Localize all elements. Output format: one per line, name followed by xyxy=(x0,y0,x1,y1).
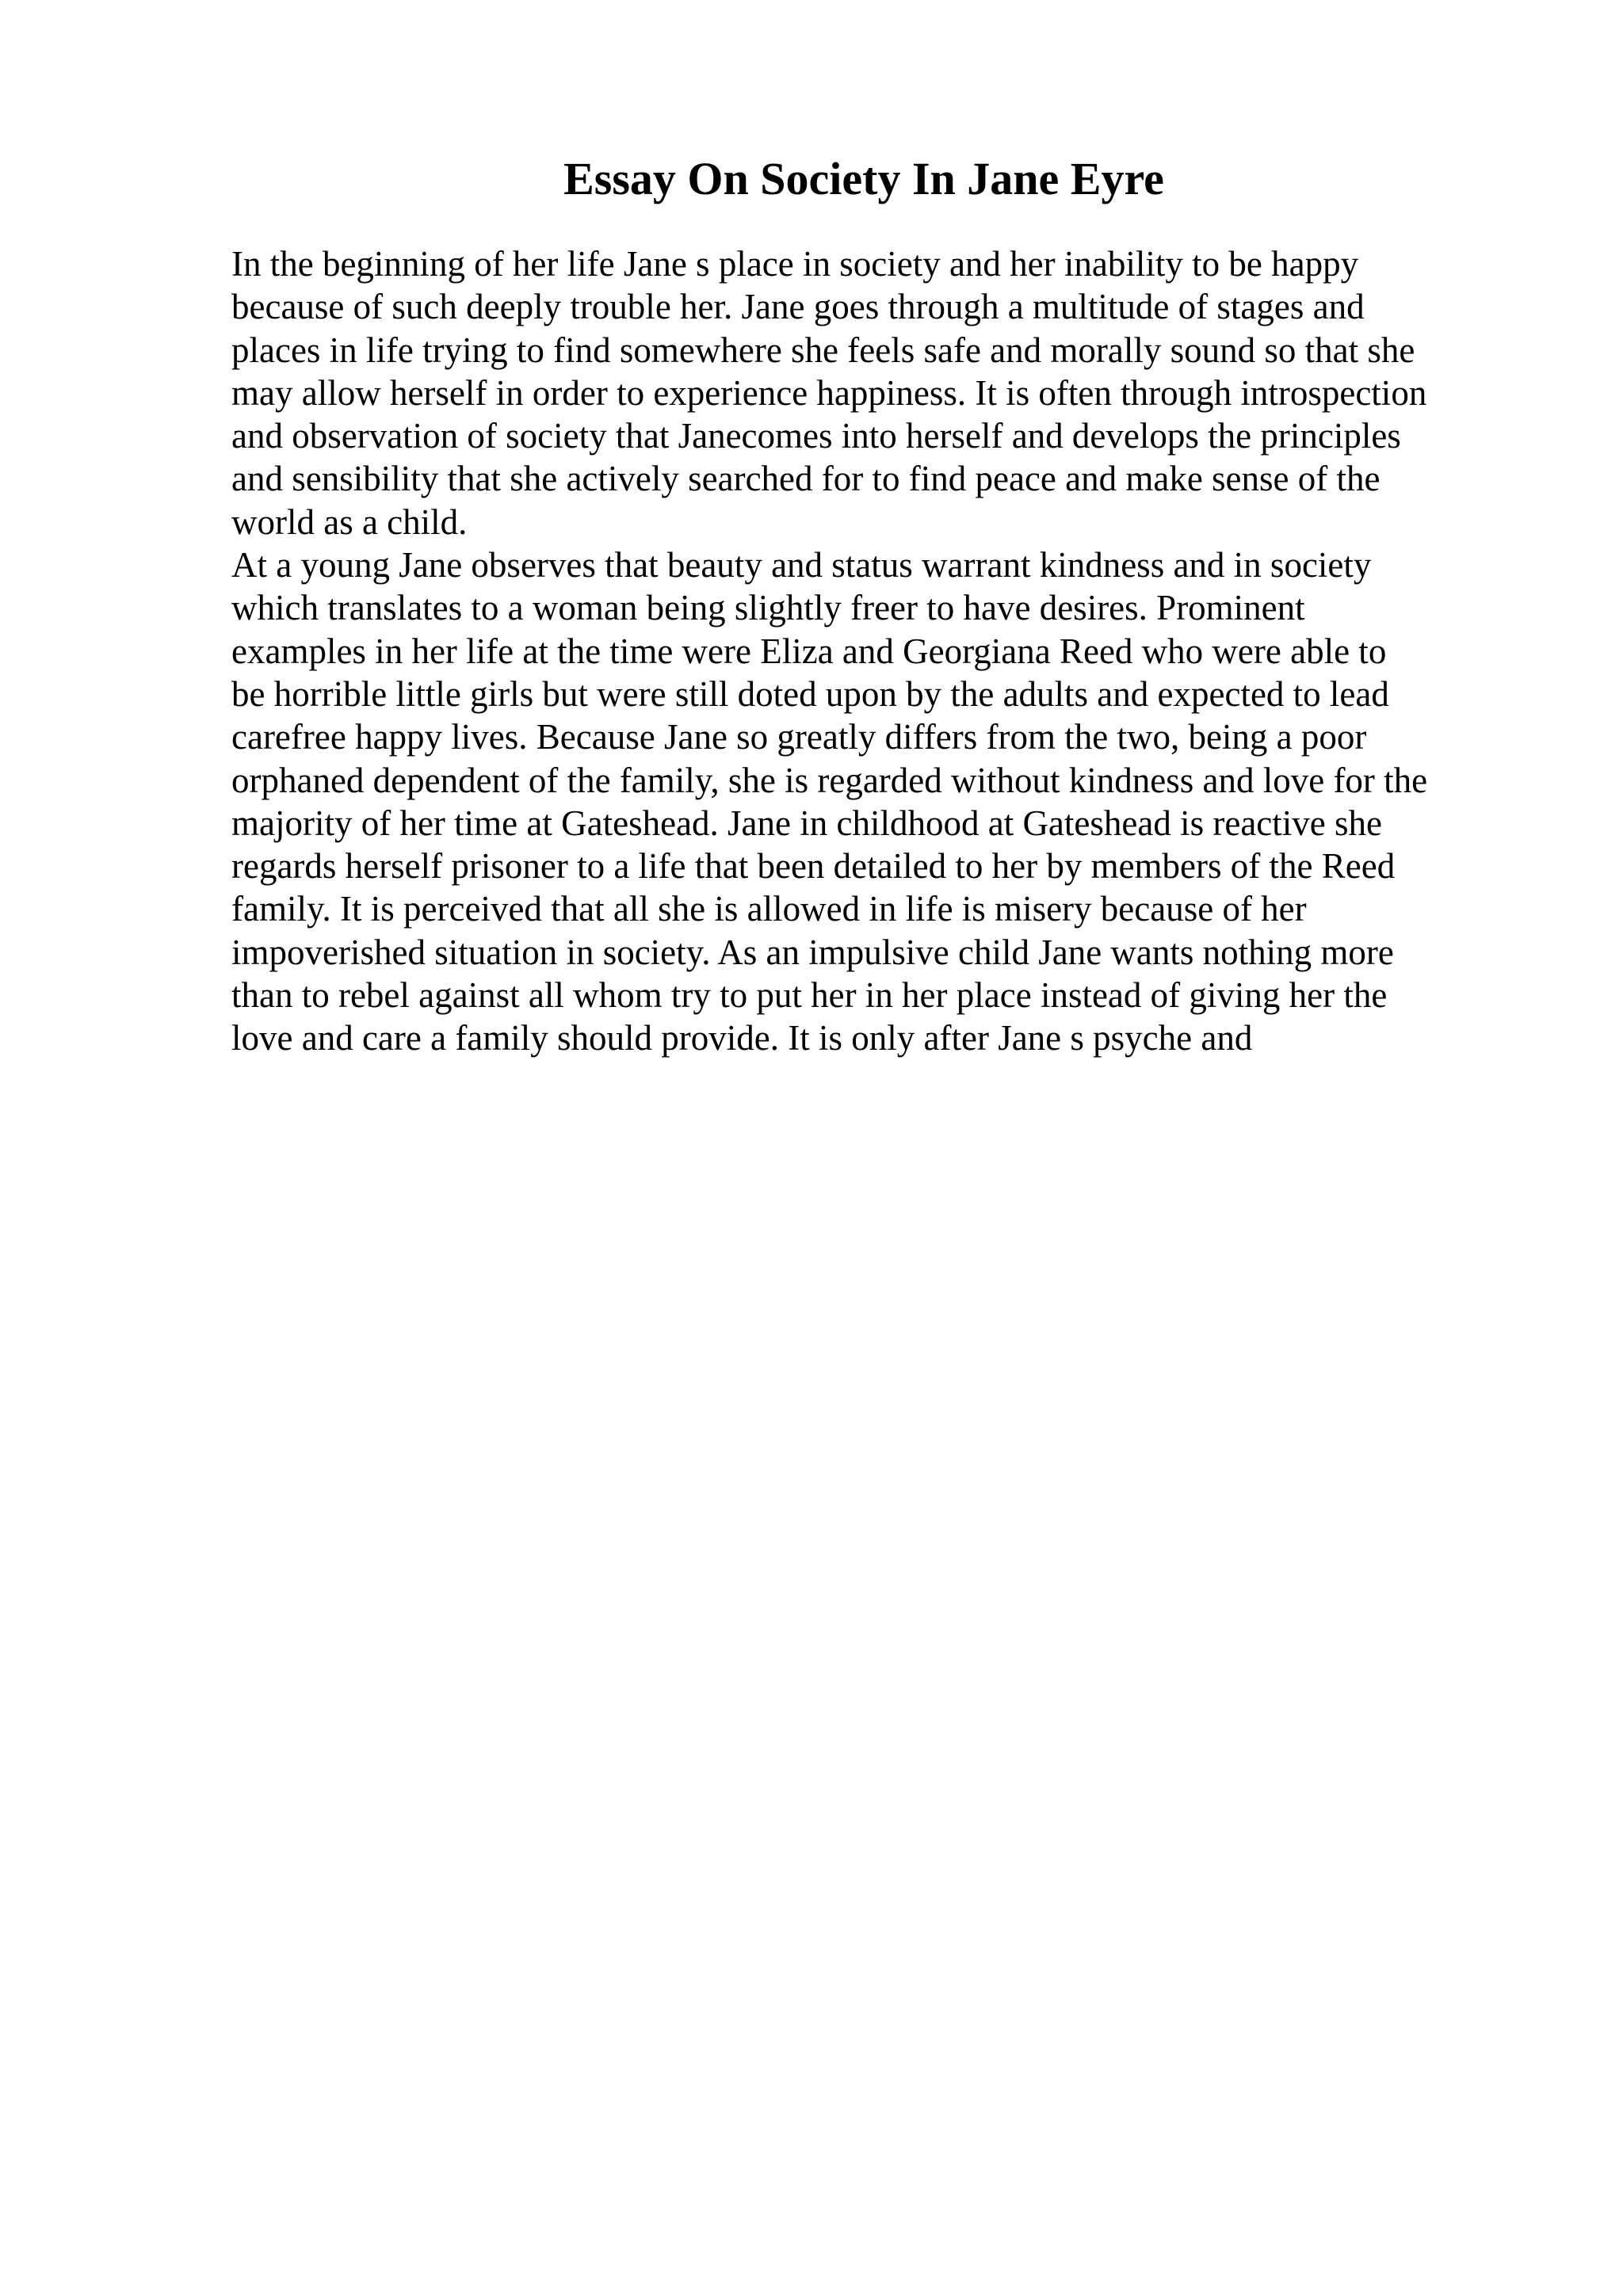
text-line: which translates to a woman being slightly freer to have desires. Prominent xyxy=(231,588,1305,628)
text-line: than to rebel against all whom try to put her in her place instead of giving her the xyxy=(231,975,1388,1016)
text-line: love and care a family should provide. It is only after Jane s psyche and xyxy=(231,1018,1253,1058)
text-line: orphaned dependent of the family, she is regarded without kindness and love for the xyxy=(231,760,1428,800)
document-title: Essay On Society In Jane Eyre xyxy=(563,153,1164,204)
text-line: examples in her life at the time were Eliza and Georgiana Reed who were able to xyxy=(231,631,1387,671)
text-line: family. It is perceived that all she is allowed in life is misery because of her xyxy=(231,889,1307,929)
document-body xyxy=(231,242,1515,1060)
text-line: and observation of society that Janecomes into herself and develops the principles xyxy=(231,416,1401,456)
text-line: regards herself prisoner to a life that been detailed to her by members of the Reed xyxy=(231,846,1396,887)
text-line: because of such deeply trouble her. Jane goes through a multitude of stages and xyxy=(231,287,1365,327)
text-line: and sensibility that she actively searched for to find peace and make sense of the xyxy=(231,459,1381,499)
text-line: impoverished situation in society. As an impulsive child Jane wants nothing more xyxy=(231,932,1394,972)
text-line: majority of her time at Gateshead. Jane in childhood at Gateshead is reactive she xyxy=(231,803,1382,843)
text-line: At a young Jane observes that beauty and status warrant kindness and in society xyxy=(231,545,1372,585)
text-line: places in life trying to find somewhere she feels safe and morally sound so that she xyxy=(231,330,1415,370)
text-line: world as a child. xyxy=(231,502,468,542)
text-line: be horrible little girls but were still doted upon by the adults and expected to lead xyxy=(231,673,1389,714)
text-line: may allow herself in order to experience happiness. It is often through introspection xyxy=(231,372,1427,413)
text-line: carefree happy lives. Because Jane so greatly differs from the two, being a poor xyxy=(231,717,1367,757)
text-line: In the beginning of her life Jane s place in society and her inability to be happy xyxy=(231,244,1359,284)
